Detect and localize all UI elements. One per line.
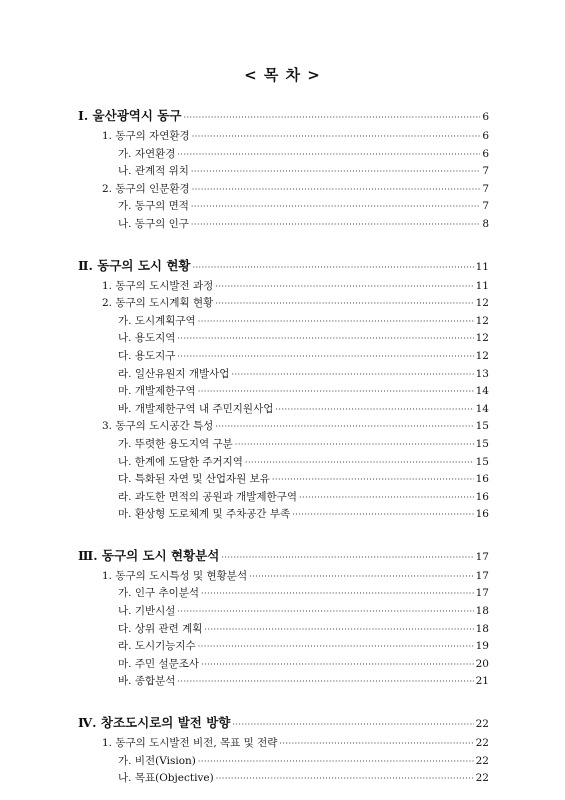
dot-leader bbox=[232, 713, 473, 737]
toc-subitem-page-number: 7 bbox=[482, 200, 489, 213]
toc-subitem-label: 라. 일산유원지 개발사업 bbox=[118, 367, 230, 380]
dot-leader bbox=[204, 621, 473, 639]
toc-subitem-page-number: 18 bbox=[475, 605, 489, 618]
toc-subitem-page-number: 20 bbox=[475, 657, 489, 670]
toc-section-page-number: 17 bbox=[475, 550, 489, 563]
dot-leader bbox=[192, 181, 481, 199]
toc-subitem-label: 바. 개발제한구역 내 주민지원사업 bbox=[118, 402, 274, 415]
dot-leader bbox=[191, 198, 480, 216]
toc-item bbox=[0, 735, 565, 753]
dot-leader bbox=[198, 638, 474, 656]
toc-subitem-label: 다. 상위 관련 계획 bbox=[118, 622, 203, 635]
toc-item bbox=[0, 418, 565, 436]
toc-item bbox=[0, 278, 565, 296]
dot-leader bbox=[221, 546, 473, 570]
toc-subitem-label: 가. 뚜렷한 용도지역 구분 bbox=[118, 437, 233, 450]
dot-leader bbox=[191, 163, 480, 181]
toc-item-page-number: 15 bbox=[475, 420, 489, 433]
dot-leader bbox=[201, 585, 474, 603]
dot-leader bbox=[215, 418, 473, 436]
toc-item-label: 1. 동구의 도시발전 비전, 목표 및 전략 bbox=[102, 737, 278, 750]
toc-subitem bbox=[0, 366, 565, 384]
table-of-contents bbox=[0, 104, 565, 788]
toc-subitem-page-number: 12 bbox=[475, 314, 489, 327]
toc-item-label: 3. 동구의 도시공간 특성 bbox=[102, 420, 214, 433]
toc-subitem bbox=[0, 471, 565, 489]
dot-leader bbox=[198, 313, 474, 331]
toc-item-page-number: 11 bbox=[475, 279, 489, 292]
toc-subitem bbox=[0, 383, 565, 401]
dot-leader bbox=[191, 216, 480, 234]
toc-subitem bbox=[0, 146, 565, 164]
toc-subitem-page-number: 21 bbox=[475, 675, 489, 688]
toc-subitem-page-number: 16 bbox=[475, 473, 489, 486]
dot-leader bbox=[192, 256, 473, 280]
toc-subitem-label: 가. 자연환경 bbox=[118, 147, 176, 160]
dot-leader bbox=[192, 128, 481, 146]
toc-subitem-page-number: 19 bbox=[475, 640, 489, 653]
toc-section bbox=[0, 544, 565, 568]
dot-leader bbox=[275, 401, 473, 419]
toc-item bbox=[0, 295, 565, 313]
dot-leader bbox=[292, 506, 473, 524]
toc-section-page-number: 11 bbox=[475, 260, 489, 273]
toc-subitem-page-number: 22 bbox=[475, 754, 489, 767]
section-gap bbox=[0, 691, 565, 711]
toc-subitem-label: 다. 용도지구 bbox=[118, 349, 176, 362]
dot-leader bbox=[215, 295, 473, 313]
toc-subitem-page-number: 16 bbox=[475, 508, 489, 521]
toc-subitem-label: 나. 동구의 인구 bbox=[118, 217, 189, 230]
toc-subitem-page-number: 14 bbox=[475, 385, 489, 398]
toc-subitem-page-number: 7 bbox=[482, 165, 489, 178]
toc-subitem bbox=[0, 770, 565, 788]
toc-item-page-number: 12 bbox=[475, 297, 489, 310]
toc-section bbox=[0, 711, 565, 735]
toc-subitem-page-number: 16 bbox=[475, 490, 489, 503]
toc-item-page-number: 22 bbox=[475, 737, 489, 750]
toc-item-label: 1. 동구의 자연환경 bbox=[102, 130, 190, 142]
toc-subitem-page-number: 22 bbox=[475, 772, 489, 785]
toc-subitem bbox=[0, 603, 565, 621]
dot-leader bbox=[249, 568, 474, 586]
dot-leader bbox=[279, 735, 473, 753]
dot-leader bbox=[177, 673, 473, 691]
toc-subitem-page-number: 12 bbox=[475, 332, 489, 345]
toc-title: < 목 차 > bbox=[244, 66, 321, 84]
toc-subitem bbox=[0, 621, 565, 639]
toc-section-page-number: 6 bbox=[482, 111, 489, 123]
toc-subitem-label: 나. 관계적 위치 bbox=[118, 165, 189, 178]
toc-subitem bbox=[0, 436, 565, 454]
toc-subitem bbox=[0, 673, 565, 691]
toc-subitem bbox=[0, 313, 565, 331]
toc-subitem-label: 라. 도시기능지수 bbox=[118, 640, 196, 653]
toc-subitem bbox=[0, 489, 565, 507]
toc-subitem-page-number: 15 bbox=[475, 455, 489, 468]
dot-leader bbox=[215, 278, 473, 296]
toc-subitem-page-number: 12 bbox=[475, 349, 489, 362]
toc-item-label: 2. 동구의 도시계획 현황 bbox=[102, 297, 214, 310]
toc-subitem bbox=[0, 348, 565, 366]
dot-leader bbox=[245, 454, 474, 472]
toc-item-label: 1. 동구의 도시특성 및 현황분석 bbox=[102, 569, 248, 582]
toc-subitem bbox=[0, 638, 565, 656]
toc-subitem-label: 가. 동구의 면적 bbox=[118, 200, 189, 213]
toc-subitem-label: 마. 주민 설문조사 bbox=[118, 657, 200, 670]
toc-subitem-label: 가. 인구 추이분석 bbox=[118, 587, 200, 600]
toc-subitem-page-number: 17 bbox=[475, 587, 489, 600]
dot-leader bbox=[231, 366, 473, 384]
toc-subitem bbox=[0, 401, 565, 419]
dot-leader bbox=[216, 770, 474, 788]
toc-subitem-label: 바. 종합분석 bbox=[118, 675, 176, 688]
toc-subitem-page-number: 8 bbox=[482, 217, 489, 230]
dot-leader bbox=[299, 489, 474, 507]
toc-section bbox=[0, 254, 565, 278]
toc-subitem bbox=[0, 198, 565, 216]
toc-item bbox=[0, 181, 565, 199]
toc-item-label: 2. 동구의 인문환경 bbox=[102, 182, 190, 195]
toc-subitem-page-number: 18 bbox=[475, 622, 489, 635]
toc-section-label: Ⅳ. 창조도시로의 발전 방향 bbox=[78, 715, 231, 731]
toc-section bbox=[0, 104, 565, 128]
toc-subitem bbox=[0, 163, 565, 181]
dot-leader bbox=[201, 656, 474, 674]
toc-subitem-page-number: 13 bbox=[475, 367, 489, 380]
dot-leader bbox=[177, 330, 473, 348]
toc-subitem-label: 나. 기반시설 bbox=[118, 605, 176, 618]
toc-subitem bbox=[0, 585, 565, 603]
toc-subitem-label: 나. 용도지역 bbox=[118, 332, 176, 345]
dot-leader bbox=[177, 603, 473, 621]
toc-subitem-label: 라. 과도한 면적의 공원과 개발제한구역 bbox=[118, 490, 297, 503]
toc-section-page-number: 22 bbox=[475, 718, 489, 731]
toc-subitem-label: 마. 개발제한구역 bbox=[118, 385, 196, 398]
dot-leader bbox=[272, 471, 474, 489]
toc-subitem-label: 나. 목표(Objective) bbox=[118, 772, 214, 785]
toc-section-label: Ⅲ. 동구의 도시 현황분석 bbox=[78, 547, 220, 563]
dot-leader bbox=[235, 436, 474, 454]
toc-item-page-number: 7 bbox=[482, 182, 489, 195]
toc-subitem-page-number: 14 bbox=[475, 402, 489, 415]
toc-subitem bbox=[0, 330, 565, 348]
toc-subitem-label: 나. 한계에 도달한 주거지역 bbox=[118, 455, 243, 468]
dot-leader bbox=[177, 348, 473, 366]
toc-subitem bbox=[0, 656, 565, 674]
dot-leader bbox=[177, 146, 480, 164]
toc-subitem-page-number: 6 bbox=[482, 147, 489, 160]
toc-item-page-number: 6 bbox=[482, 130, 489, 142]
toc-section-label: Ⅱ. 동구의 도시 현황 bbox=[78, 257, 191, 273]
section-gap bbox=[0, 524, 565, 544]
dot-leader bbox=[198, 383, 474, 401]
toc-subitem-label: 다. 특화된 자연 및 산업자원 보유 bbox=[118, 473, 270, 486]
dot-leader bbox=[183, 106, 480, 130]
toc-item-page-number: 17 bbox=[475, 569, 489, 582]
toc-subitem bbox=[0, 506, 565, 524]
dot-leader bbox=[198, 753, 474, 771]
section-gap bbox=[0, 234, 565, 254]
toc-subitem bbox=[0, 753, 565, 771]
toc-subitem bbox=[0, 216, 565, 234]
toc-subitem bbox=[0, 454, 565, 472]
toc-item-label: 1. 동구의 도시발전 과정 bbox=[102, 279, 214, 292]
toc-subitem-label: 가. 도시계획구역 bbox=[118, 314, 196, 327]
toc-item bbox=[0, 128, 565, 146]
toc-item bbox=[0, 568, 565, 586]
toc-subitem-label: 가. 비전(Vision) bbox=[118, 754, 196, 767]
toc-subitem-page-number: 15 bbox=[475, 437, 489, 450]
toc-section-label: Ⅰ. 울산광역시 동구 bbox=[78, 108, 182, 123]
toc-subitem-label: 마. 환상형 도로체계 및 주차공간 부족 bbox=[118, 508, 291, 521]
